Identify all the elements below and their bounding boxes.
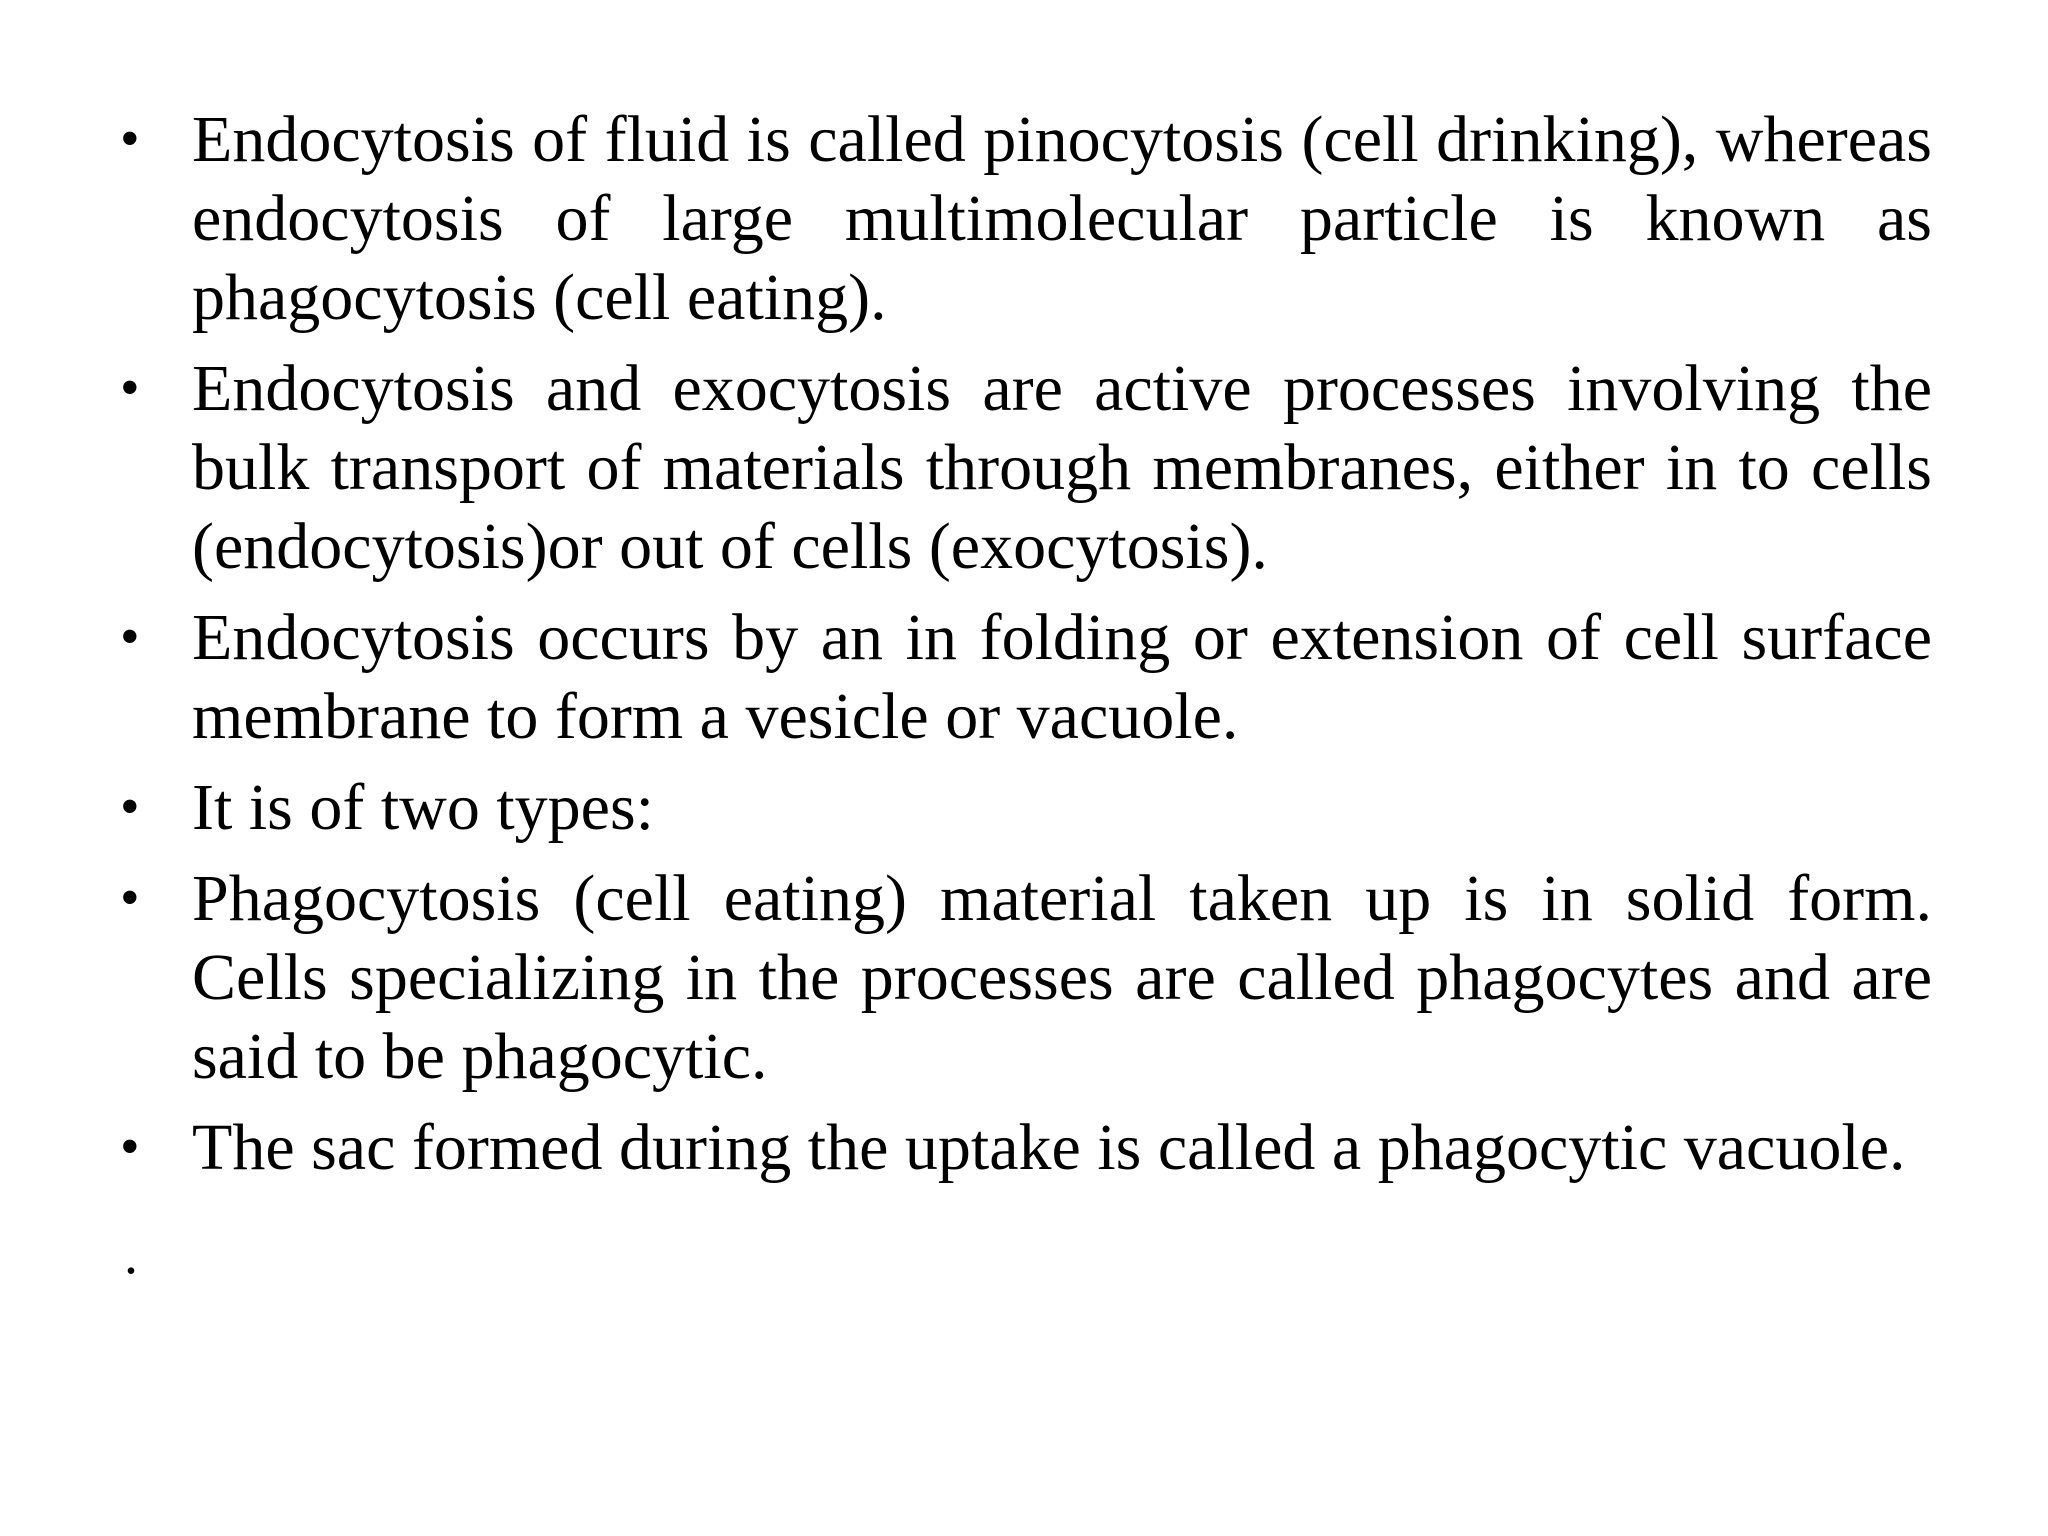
bullet-marker: • xyxy=(120,108,140,170)
bullet-marker: • xyxy=(120,357,140,419)
bullet-marker: • xyxy=(120,776,140,838)
bullet-list xyxy=(120,100,1932,1199)
bullet-text: Phagocytosis (cell eating) material taken up is in solid form. Cells specializing in the processes are called phagocytes and are said to be phagocytic. xyxy=(192,862,1932,1093)
bullet-item xyxy=(120,859,1932,1096)
bullet-text: Endocytosis occurs by an in folding or extension of cell surface membrane to form a vesicle or vacuole. xyxy=(192,601,1932,753)
bullet-text: It is of two types: xyxy=(192,771,654,844)
bullet-marker: • xyxy=(120,606,140,668)
bullet-marker: • xyxy=(120,1116,140,1178)
bullet-text: The sac formed during the uptake is called a phagocytic vacuole. xyxy=(192,1111,1906,1184)
bullet-text: Endocytosis of fluid is called pinocytosis (cell drinking), whereas endocytosis of large multimolecular particle is known as phagocytosis (cell eating). xyxy=(192,103,1932,334)
trailing-mark: . xyxy=(124,1224,138,1286)
bullet-text: Endocytosis and exocytosis are active processes involving the bulk transport of materials through membranes, either in to cells (endocytosis)or out of cells (exocytosis). xyxy=(192,352,1932,583)
bullet-marker: • xyxy=(120,867,140,929)
bullet-item xyxy=(120,598,1932,756)
bullet-item xyxy=(120,100,1932,337)
bullet-item xyxy=(120,768,1932,847)
bullet-item xyxy=(120,349,1932,586)
bullet-item xyxy=(120,1108,1932,1187)
